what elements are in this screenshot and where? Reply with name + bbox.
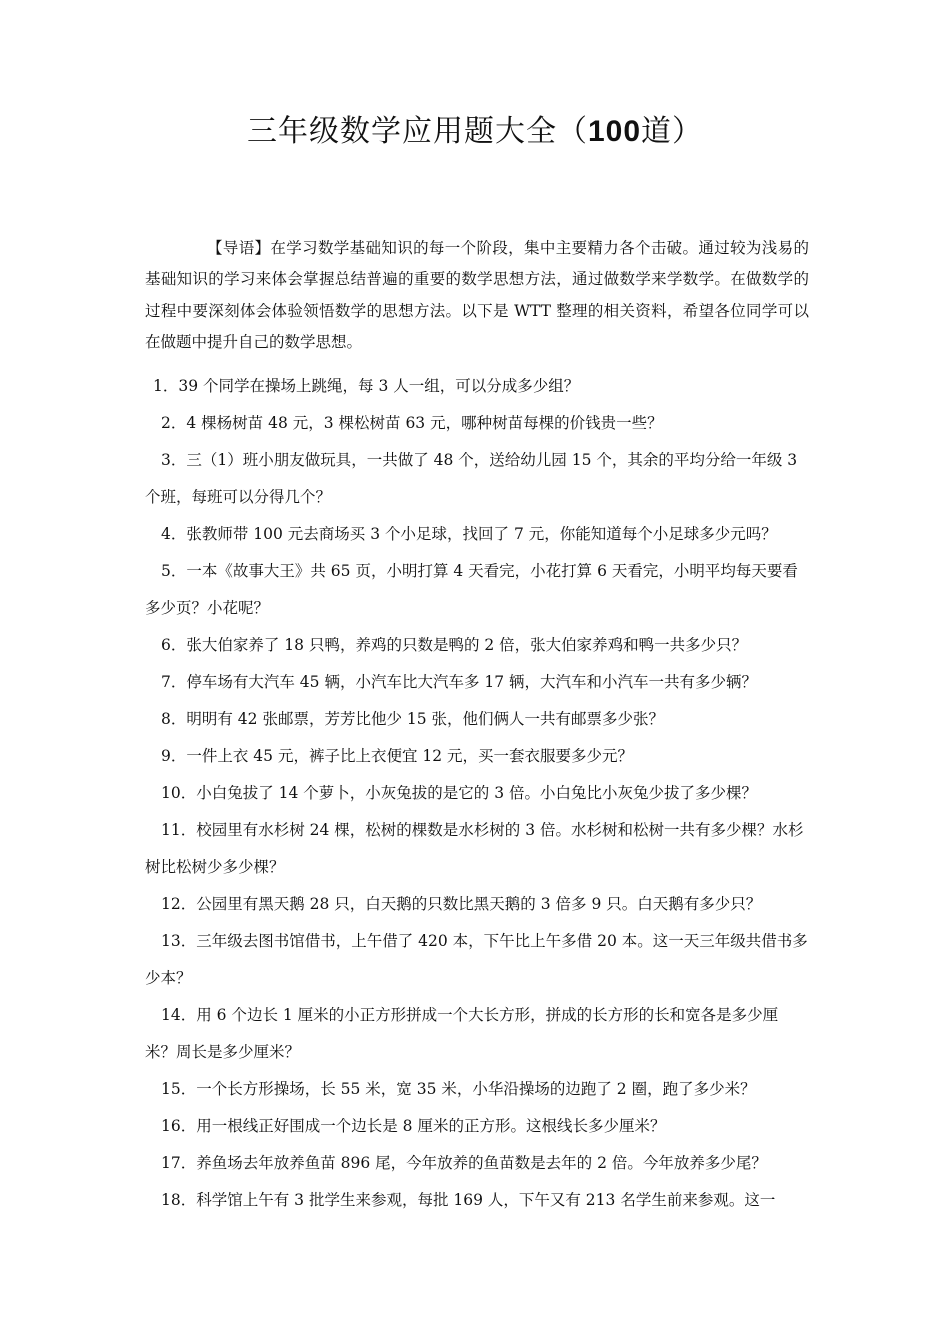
question-item: 5．一本《故事大王》共 65 页，小明打算 4 天看完，小花打算 6 天看完，小明平均每天要看多少页？小花呢？ bbox=[145, 562, 798, 618]
question-item: 16．用一根线正好围成一个边长是 8 厘米的正方形。这根线长多少厘米？ bbox=[161, 1117, 666, 1136]
question-item: 13．三年级去图书馆借书，上午借了 420 本，下午比上午多借 20 本。这一天三年级共借书多少本？ bbox=[145, 932, 808, 988]
question-item: 9．一件上衣 45 元，裤子比上衣便宜 12 元，买一套衣服要多少元？ bbox=[161, 747, 634, 766]
question-item: 2．4 棵杨树苗 48 元，3 棵松树苗 63 元，哪种树苗每棵的价钱贵一些？ bbox=[161, 414, 663, 433]
question-item: 18．科学馆上午有 3 批学生来参观，每批 169 人，下午又有 213 名学生前来参观。这一 bbox=[161, 1191, 776, 1210]
document-body bbox=[145, 233, 809, 1219]
title-suffix: 道） bbox=[641, 114, 704, 149]
question-item: 17．养鱼场去年放养鱼苗 896 尾，今年放养的鱼苗数是去年的 2 倍。今年放养多少尾？ bbox=[161, 1154, 767, 1173]
intro-paragraph: 【导语】在学习数学基础知识的每一个阶段，集中主要精力各个击破。通过较为浅易的基础知识的学习来体会掌握总结普遍的重要的数学思想方法，通过做数学来学数学。在做数学的过程中要深刻体会体验领悟数学的思想方法。以下是 WTT 整理的相关资料，希望各位同学可以在做题中提升自己的数学思想。 bbox=[145, 239, 809, 351]
question-item: 14．用 6 个边长 1 厘米的小正方形拼成一个大长方形，拼成的长方形的长和宽各是多少厘米？周长是多少厘米？ bbox=[145, 1006, 779, 1062]
question-item: 11．校园里有水杉树 24 棵，松树的棵数是水杉树的 3 倍。水杉树和松树一共有多少棵？水杉树比松树少多少棵？ bbox=[145, 821, 804, 877]
question-item: 7．停车场有大汽车 45 辆，小汽车比大汽车多 17 辆，大汽车和小汽车一共有多少辆？ bbox=[161, 673, 758, 692]
question-item: 4．张教师带 100 元去商场买 3 个小足球，找回了 7 元，你能知道每个小足球多少元吗？ bbox=[161, 525, 777, 544]
question-item: 10．小白兔拔了 14 个萝卜，小灰兔拔的是它的 3 倍。小白兔比小灰兔少拔了多少棵？ bbox=[161, 784, 758, 803]
question-item: 1．39 个同学在操场上跳绳，每 3 人一组，可以分成多少组？ bbox=[153, 377, 580, 396]
title-number: 100 bbox=[587, 115, 642, 148]
question-list bbox=[145, 368, 809, 1219]
question-item: 15．一个长方形操场，长 55 米，宽 35 米，小华沿操场的边跑了 2 圈，跑了多少米？ bbox=[161, 1080, 756, 1099]
title-prefix: 三年级数学应用题大全（ bbox=[246, 114, 588, 149]
page-title bbox=[0, 106, 950, 150]
question-item: 12．公园里有黑天鹅 28 只，白天鹅的只数比黑天鹅的 3 倍多 9 只。白天鹅有多少只？ bbox=[161, 895, 762, 914]
question-item: 6．张大伯家养了 18 只鸭，养鸡的只数是鸭的 2 倍，张大伯家养鸡和鸭一共多少只？ bbox=[161, 636, 748, 655]
question-item: 3．三（1）班小朋友做玩具，一共做了 48 个，送给幼儿园 15 个，其余的平均分给一年级 3 个班，每班可以分得几个？ bbox=[145, 451, 798, 507]
question-item: 8．明明有 42 张邮票，芳芳比他少 15 张，他们俩人一共有邮票多少张？ bbox=[161, 710, 665, 729]
